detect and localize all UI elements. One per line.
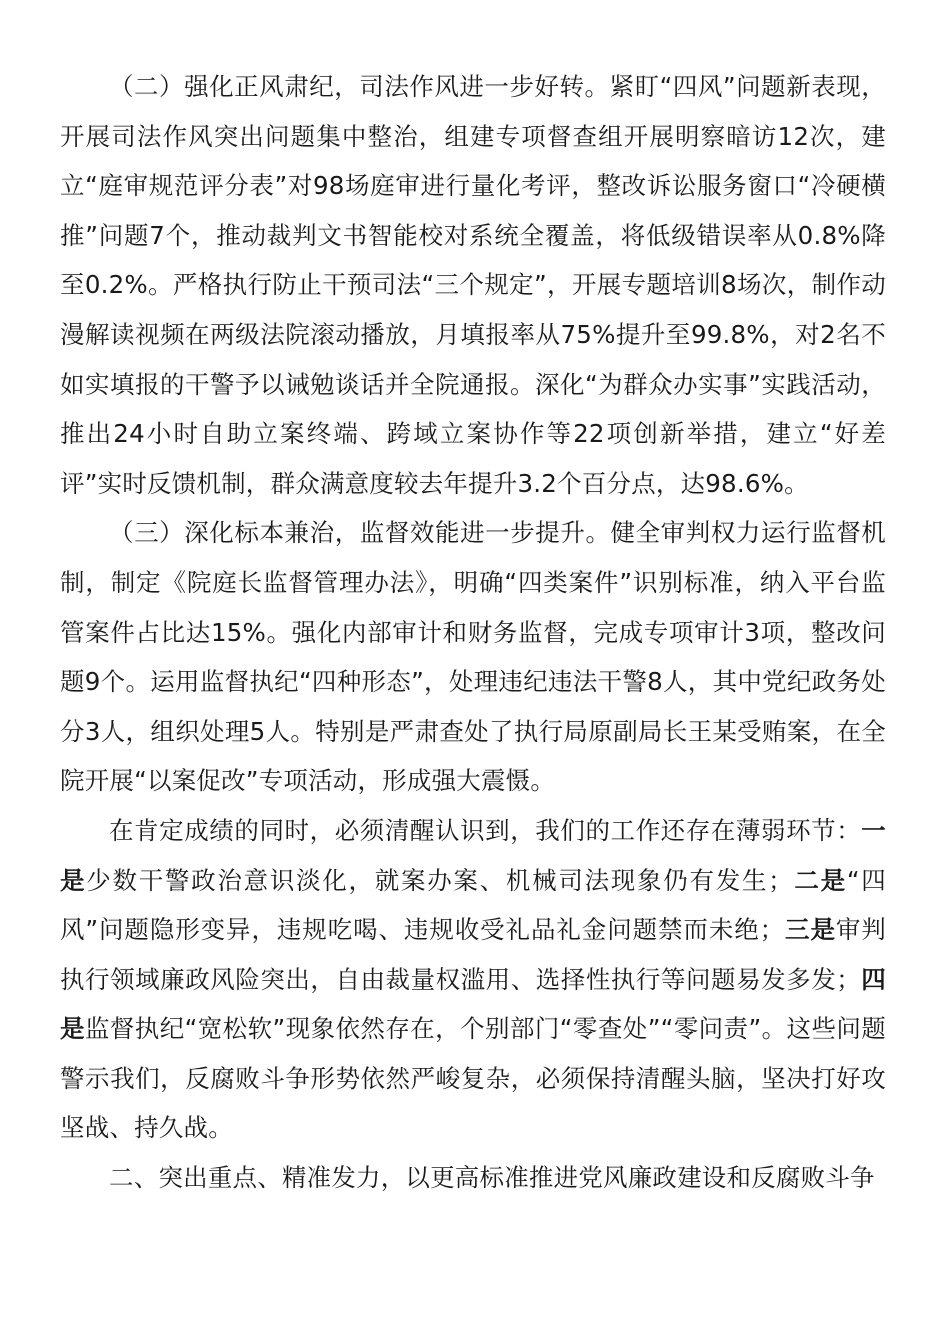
weakness-text-1: 少数干警政治意识淡化，就案办案、机械司法现象仍有发生； [86, 865, 793, 895]
weakness-text-4: 监督执纪“宽松软”现象依然存在，个别部门“零查处”“零问责”。 [84, 1014, 787, 1044]
weakness-label-2: 二是 [792, 865, 847, 895]
weaknesses-outro: 这些问题警示我们，反腐败斗争形势依然严峻复杂，必须保持清醒头脑，坚决打好攻坚战、持久战。 [60, 1014, 887, 1143]
weakness-text-3: 审判执行领域廉政风险突出，自由裁量权滥用、选择性执行等问题易发多发； [60, 915, 886, 994]
weaknesses-intro: 在肯定成绩的同时，必须清醒认识到，我们的工作还存在薄弱环节： [109, 815, 862, 845]
weakness-text-2: “四风”问题隐形变异，违规吃喝、违规收受礼品礼金问题禁而未绝； [60, 865, 887, 945]
weakness-label-3: 三是 [784, 915, 836, 945]
weakness-label-4: 四是 [60, 964, 886, 1044]
weakness-label-1: 一是 [60, 815, 886, 895]
paragraph-section-two: （二）强化正风肃纪，司法作风进一步好转。紧盯“四风”问题新表现，开展司法作风突出问题集中整治，组建专项督查组开展明察暗访12次，建立“庭审规范评分表”对98场庭审进行量化考评，整改诉讼服务窗口“冷硬横推”问题7个，推动裁判文书智能校对系统全覆盖，将低级错误率从0.8%降至0.2%。严格执行防止干预司法“三个规定”，开展专题培训8场次，制作动漫解读视频在两级法院滚动播放，月填报率从75%提升至99.8%，对2名不如实填报的干警予以诫勉谈话并全院通报。深化“为群众办实事”实践活动，推出24小时自助立案终端、跨域立案协作等22项创新举措，建立“好差评”实时反馈机制，群众满意度较去年提升3.2个百分点，达98.6%。 [60, 72, 886, 498]
document-page [60, 62, 886, 1203]
section-heading-two: 二、突出重点、精准发力，以更高标准推进党风廉政建设和反腐败斗争 [109, 1163, 875, 1193]
paragraph-weaknesses [60, 806, 886, 1153]
paragraph-section-three: （三）深化标本兼治，监督效能进一步提升。健全审判权力运行监督机制，制定《院庭长监督管理办法》，明确“四类案件”识别标准，纳入平台监管案件占比达15%。强化内部审计和财务监督，完成专项审计3项，整改问题9个。运用监督执纪“四种形态”，处理违纪违法干警8人，其中党纪政务处分3人，组织处理5人。特别是严肃查处了执行局原副局长王某受贿案，在全院开展“以案促改”专项活动，形成强大震慑。 [60, 518, 886, 796]
